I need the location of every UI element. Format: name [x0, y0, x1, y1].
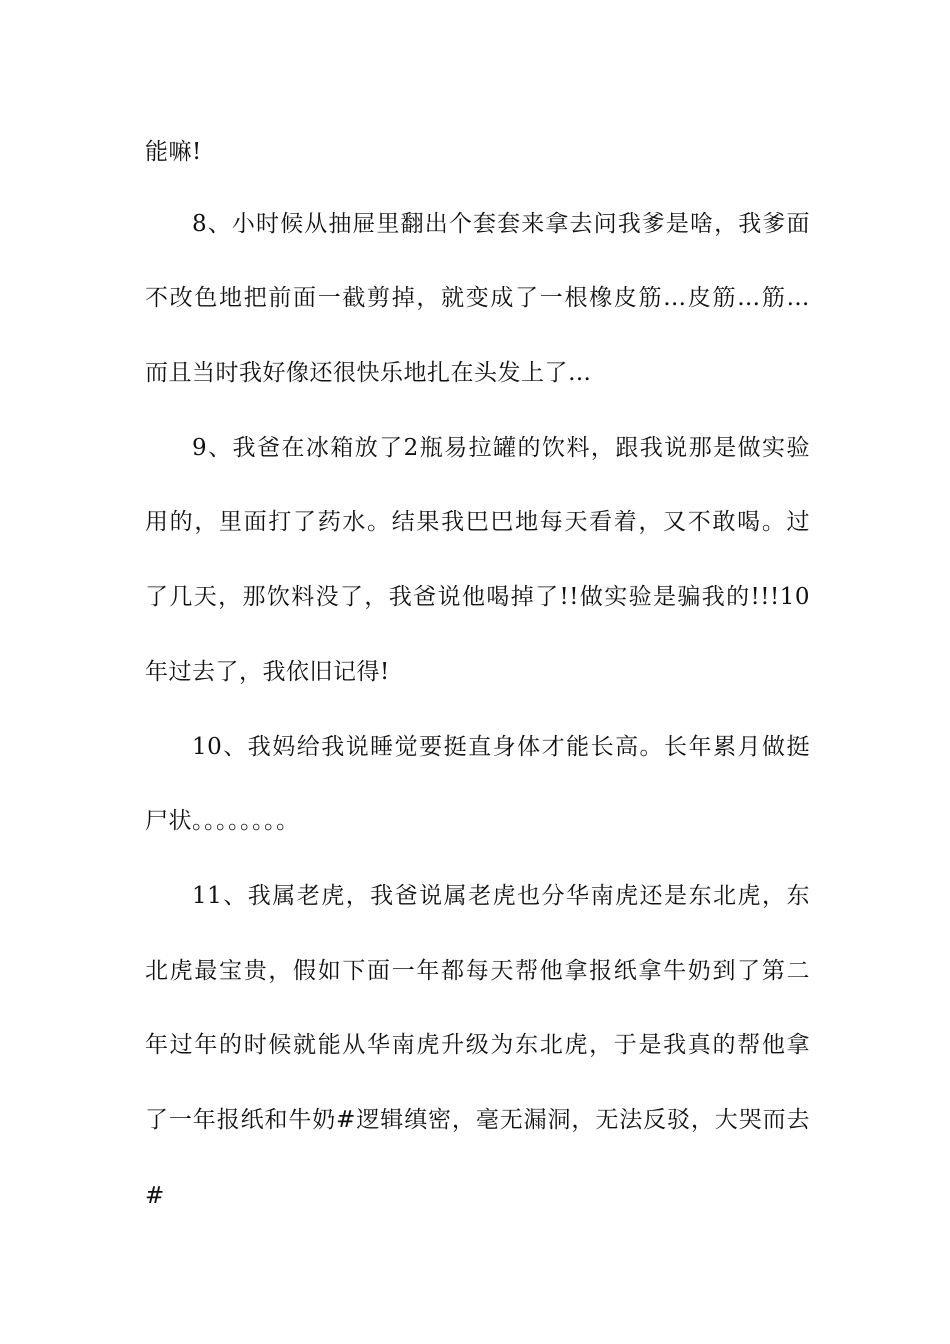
paragraph-9-line-4: 年过去了，我依旧记得!: [145, 659, 390, 685]
paragraph-10-line-2: 尸状。。。。。。。。: [145, 808, 300, 834]
paragraph-8-line-2: 不改色地把前面一截剪掉，就变成了一根橡皮筋…皮筋…筋…: [145, 285, 810, 311]
paragraph-9-line-3: 了几天，那饮料没了，我爸说他喝掉了!!做实验是骗我的!!!10: [145, 584, 810, 610]
paragraph-11-line-5: #: [145, 1183, 165, 1209]
paragraph-10-line-1: 10、我妈给我说睡觉要挺直身体才能长高。长年累月做挺: [192, 734, 810, 760]
text-line: 能嘛!: [145, 139, 202, 165]
paragraph-11-line-1: 11、我属老虎，我爸说属老虎也分华南虎还是东北虎，东: [192, 883, 810, 909]
paragraph-9-line-1: 9、我爸在冰箱放了2瓶易拉罐的饮料，跟我说那是做实验: [192, 435, 810, 461]
paragraph-9-line-2: 用的，里面打了药水。结果我巴巴地每天看着，又不敢喝。过: [145, 509, 810, 535]
paragraph-11-line-2: 北虎最宝贵，假如下面一年都每天帮他拿报纸拿牛奶到了第二: [145, 958, 810, 984]
paragraph-8-line-3: 而且当时我好像还很快乐地扎在头发上了…: [145, 360, 592, 386]
paragraph-11-line-3: 年过年的时候就能从华南虎升级为东北虎，于是我真的帮他拿: [145, 1032, 810, 1058]
paragraph-8-line-1: 8、小时候从抽屉里翻出个套套来拿去问我爹是啥，我爹面: [192, 211, 810, 237]
paragraph-11-line-4: 了一年报纸和牛奶#逻辑缜密，毫无漏洞，无法反驳，大哭而去: [145, 1107, 810, 1133]
